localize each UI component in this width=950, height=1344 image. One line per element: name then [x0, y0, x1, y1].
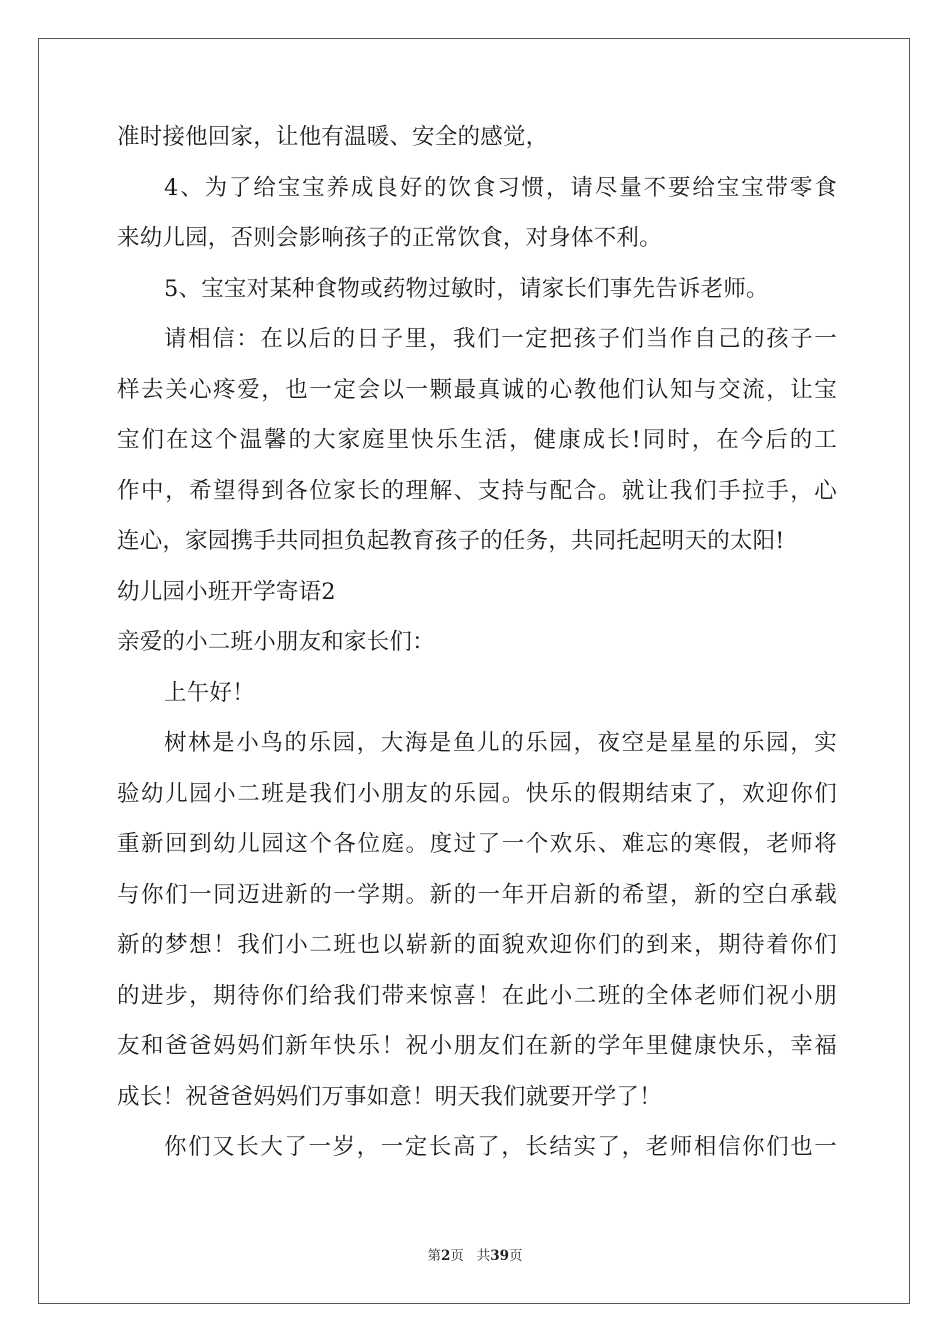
text-line: 4、为了给宝宝养成良好的饮食习惯，请尽量不要给宝宝带零食: [164, 174, 837, 201]
text-line: 验幼儿园小二班是我们小朋友的乐园。快乐的假期结束了，欢迎你们: [117, 780, 837, 807]
page-prefix: 第: [427, 1248, 441, 1264]
page-number: 2: [440, 1248, 451, 1264]
section-heading: 幼儿园小班开学寄语2: [117, 578, 336, 605]
text-line: 与你们一同迈进新的一学期。新的一年开启新的希望，新的空白承载: [117, 881, 837, 908]
text-line: 准时接他回家，让他有温暖、安全的感觉，: [117, 124, 549, 150]
total-prefix: 共: [476, 1248, 491, 1264]
page-suffix: 页: [450, 1248, 464, 1264]
text-line: 来幼儿园，否则会影响孩子的正常饮食，对身体不利。: [117, 225, 662, 251]
total-suffix: 页: [509, 1248, 523, 1264]
text-line: 宝们在这个温馨的大家庭里快乐生活，健康成长!同时，在今后的工: [117, 427, 837, 453]
text-line: 5、宝宝对某种食物或药物过敏时，请家长们事先告诉老师。: [164, 275, 769, 302]
salutation: 亲爱的小二班小朋友和家长们：: [117, 629, 435, 655]
text-line: 的进步，期待你们给我们带来惊喜！在此小二班的全体老师们祝小朋: [117, 982, 837, 1009]
text-line: 成长！祝爸爸妈妈们万事如意！明天我们就要开学了！: [117, 1083, 662, 1110]
greeting: 上午好！: [164, 679, 255, 706]
text-line: 样去关心疼爱，也一定会以一颗最真诚的心教他们认知与交流，让宝: [117, 376, 837, 403]
text-line: 树林是小鸟的乐园，大海是鱼儿的乐园，夜空是星星的乐园，实: [164, 730, 837, 756]
text-line: 请相信：在以后的日子里，我们一定把孩子们当作自己的孩子一: [164, 326, 837, 352]
text-line: 你们又长大了一岁，一定长高了，长结实了，老师相信你们也一: [164, 1134, 837, 1160]
document-body: [117, 124, 837, 1185]
text-line: 作中，希望得到各位家长的理解、支持与配合。就让我们手拉手，心: [117, 477, 837, 504]
text-line: 友和爸爸妈妈们新年快乐！祝小朋友们在新的学年里健康快乐，幸福: [117, 1033, 837, 1059]
text-line: 新的梦想！我们小二班也以崭新的面貌欢迎你们的到来，期待着你们: [117, 932, 837, 958]
text-line: 重新回到幼儿园这个各位庭。度过了一个欢乐、难忘的寒假，老师将: [117, 831, 837, 857]
total-pages: 39: [490, 1248, 510, 1264]
page-footer: [0, 1248, 950, 1264]
text-line: 连心，家园携手共同担负起教育孩子的任务，共同托起明天的太阳!: [117, 528, 785, 554]
